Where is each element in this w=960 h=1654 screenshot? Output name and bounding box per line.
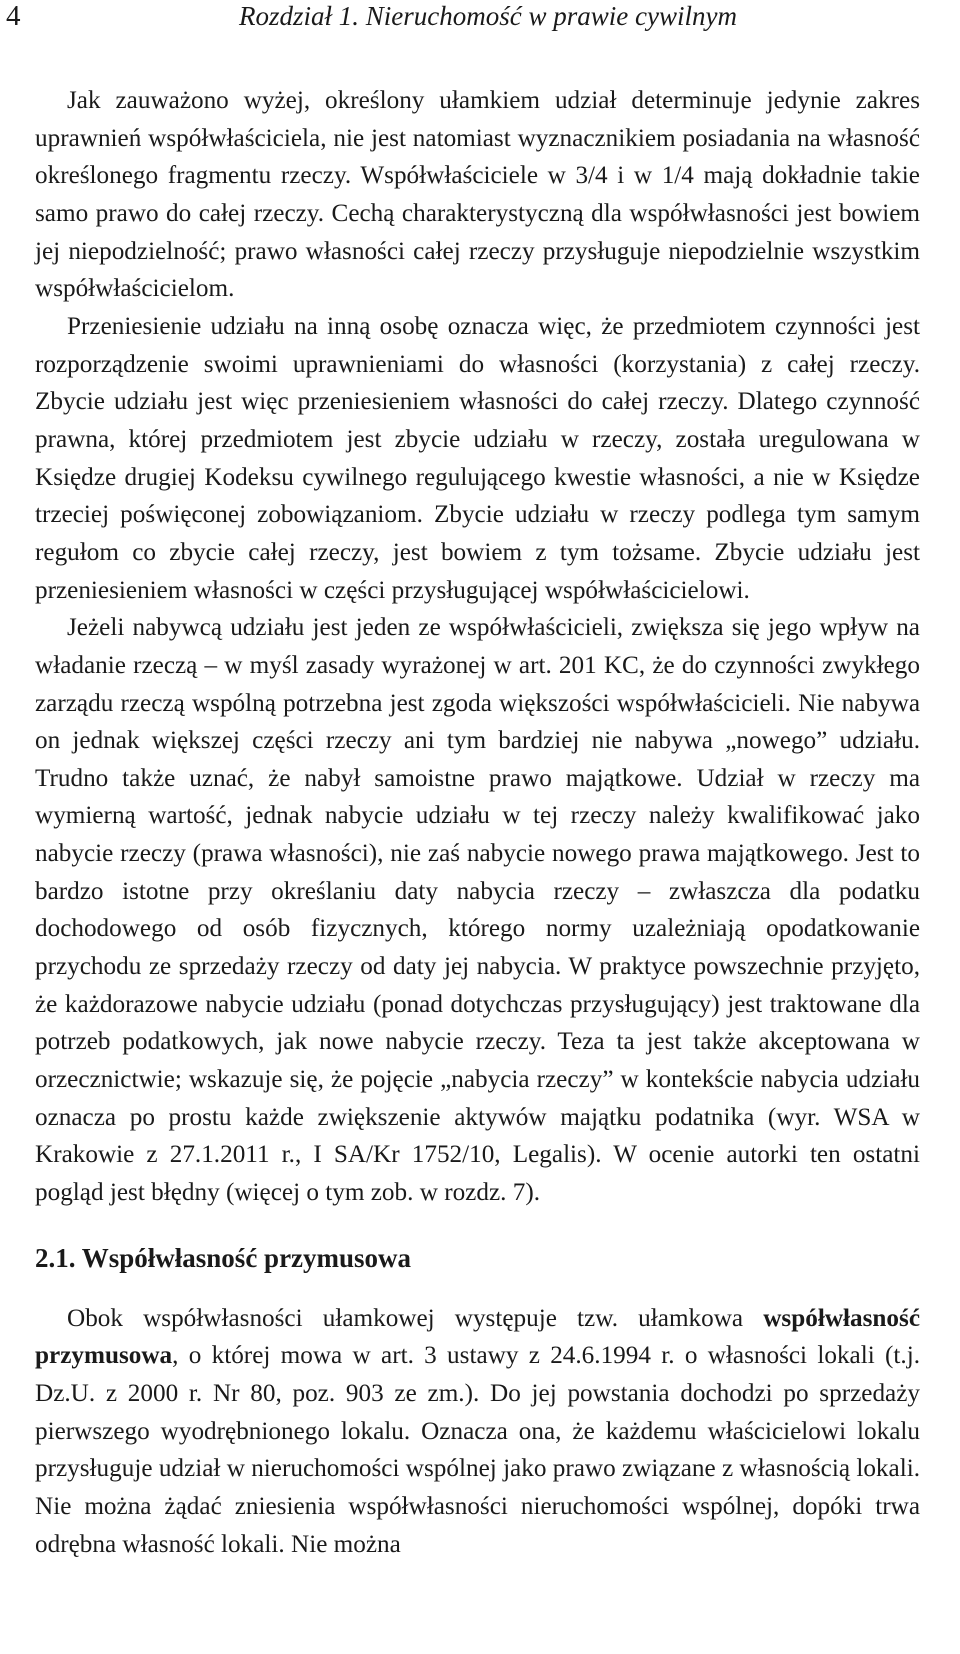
page-header [6,0,946,40]
paragraph-3: Jeżeli nabywcą udziału jest jeden ze współwłaścicieli, zwiększa się jego wpływ na władanie rzeczą – w myśl zasady wyrażonej w art. 201 KC, że do czynności zwykłego zarządu rzeczą wspólną potrzebna jest zgoda większości współwłaścicieli. Nie nabywa on jednak większej części rzeczy ani tym bardziej nie nabywa „nowego” udziału. Trudno także uznać, że nabył samoistne prawo majątkowe. Udział w rzeczy ma wymierną wartość, jednak nabycie udziału w tej rzeczy należy kwalifikować jako nabycie rzeczy (prawa własności), nie zaś nabycie nowego prawa majątkowego. Jest to bardzo istotne przy określaniu daty nabycia rzeczy – zwłaszcza dla podatku dochodowego od osób fizycznych, którego normy uzależniają opodatkowanie przychodu ze sprzedaży rzeczy od daty jej nabycia. W praktyce powszechnie przyjęto, że każdorazowe nabycie udziału (ponad dotychczas przysługujący) jest traktowane dla potrzeb podatkowych, jak nowe nabycie rzeczy. Teza ta jest także akceptowana w orzecznictwie; wskazuje się, że pojęcie „nabycia rzeczy” w kontekście nabycia udziału oznacza po prostu każde zwiększenie aktywów majątku podatnika (wyr. WSA w Krakowie z 27.1.2011 r., I SA/Kr 1752/10, Legalis). W ocenie autorki ten ostatni pogląd jest błędny (więcej o tym zob. w rozdz. 7). [35,614,920,1207]
paragraph-1: Jak zauważono wyżej, określony ułamkiem udział determinuje jedynie zakres uprawnień współwłaściciela, nie jest natomiast wyznacznikiem posiadania na własność określonego fragmentu rzeczy. Współwłaściciele w 3/4 i w 1/4 mają dokładnie takie samo prawo do całej rzeczy. Cechą charakterystyczną dla współwłasności jest bowiem jej niepodzielność; prawo własności całej rzeczy przysługuje niepodzielnie wszystkim współwłaścicielom. [35,87,920,303]
page-number: 4 [6,0,21,32]
body-text [35,82,920,1563]
paragraph-4-rest: , o której mowa w art. 3 ustawy z 24.6.1994 r. o własności lokali (t.j. Dz.U. z 2000 r. Nr 80, poz. 903 ze zm.). Do jej powstania dochodzi po sprzedaży pierwszego wyodrębnionego lokalu. Oznacza ona, że każdemu właścicielowi lokalu przysługuje udział w nieruchomości wspólnej jako prawo związane z własnością lokali. Nie można żądać zniesienia współwłasności nieruchomości wspólnej, dopóki trwa odrębna własność lokali. Nie można [35,1342,920,1558]
running-head: Rozdział 1. Nieruchomość w prawie cywilnym [239,1,737,31]
paragraph-4-start: Obok współwłasności ułamkowej występuje tzw. ułamkowa [67,1304,764,1332]
paragraph-2: Przeniesienie udziału na inną osobę oznacza więc, że przedmiotem czynności jest rozporządzenie swoimi uprawnieniami do własności (korzystania) z całej rzeczy. Zbycie udziału jest więc przeniesieniem własności do całej rzeczy. Dlatego czynność prawna, której przedmiotem jest zbycie udziału w rzeczy, została uregulowana w Księdze drugiej Kodeksu cywilnego regulującego kwestie własności, a nie w Księdze trzeciej poświęconej zobowiązaniom. Zbycie udziału w rzeczy podlega tym samym regułom co zbycie całej rzeczy, jest bowiem z tym tożsame. Zbycie udziału jest przeniesieniem własności w części przysługującej współwłaścicielowi. [35,312,920,604]
paragraph-4 [35,1300,920,1564]
paragraph-4-bold-term: współwłasność przymusowa [35,1304,920,1370]
section-heading: 2.1. Współwłasność przymusowa [35,1242,412,1273]
